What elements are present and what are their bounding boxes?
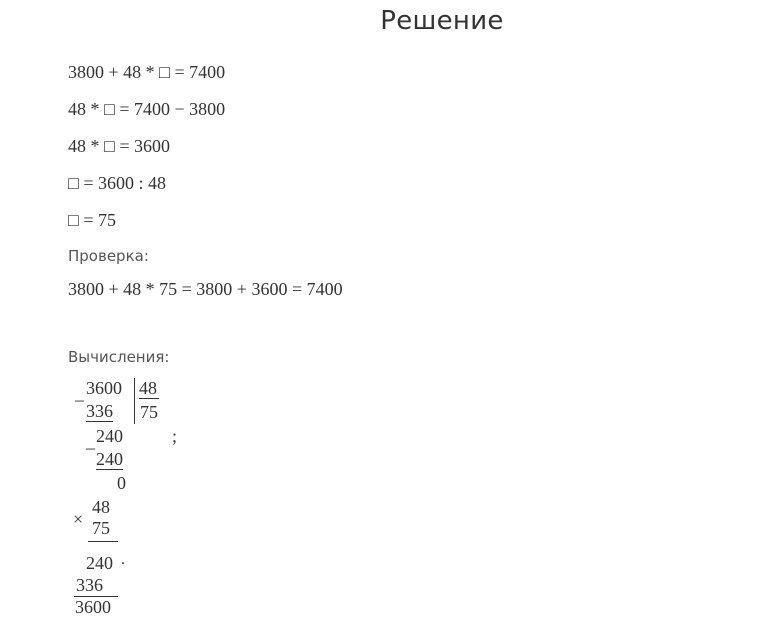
times-sign: × bbox=[73, 509, 84, 529]
divisor: 48 bbox=[139, 378, 157, 398]
calculations-label: Вычисления: bbox=[68, 348, 170, 366]
check-label: Проверка: bbox=[68, 247, 149, 265]
product: 3600 bbox=[75, 597, 111, 617]
step-4: □ = 3600 : 48 bbox=[68, 173, 167, 193]
division-vertical-bar bbox=[134, 378, 135, 424]
final-remainder: 0 bbox=[117, 473, 126, 493]
remainder-1: 240 bbox=[96, 426, 123, 446]
step-2: 48 * □ = 7400 − 3800 bbox=[68, 99, 226, 119]
division-minus-sign-2: _ bbox=[86, 431, 95, 451]
step-3: 48 * □ = 3600 bbox=[68, 136, 171, 156]
step-1: 3800 + 48 * □ = 7400 bbox=[68, 62, 226, 82]
dividend: 3600 bbox=[86, 378, 122, 398]
subtrahend-1: 336 bbox=[86, 401, 113, 421]
subtrahend-2: 240 bbox=[96, 449, 123, 469]
separator: ; bbox=[172, 426, 178, 446]
partial-dot: . bbox=[121, 551, 125, 568]
partial-product-2: 336 bbox=[76, 575, 103, 595]
solution-title: Решение bbox=[380, 6, 504, 36]
multiplication-line-1 bbox=[88, 541, 118, 542]
factor-1: 48 bbox=[92, 497, 110, 517]
quotient: 75 bbox=[140, 402, 158, 422]
check-line: 3800 + 48 * 75 = 3800 + 3600 = 7400 bbox=[68, 279, 343, 299]
step-5: □ = 75 bbox=[68, 210, 117, 230]
division-minus-sign: _ bbox=[75, 383, 84, 403]
partial-product-1: 240 bbox=[86, 553, 113, 573]
factor-2: 75 bbox=[92, 518, 110, 538]
